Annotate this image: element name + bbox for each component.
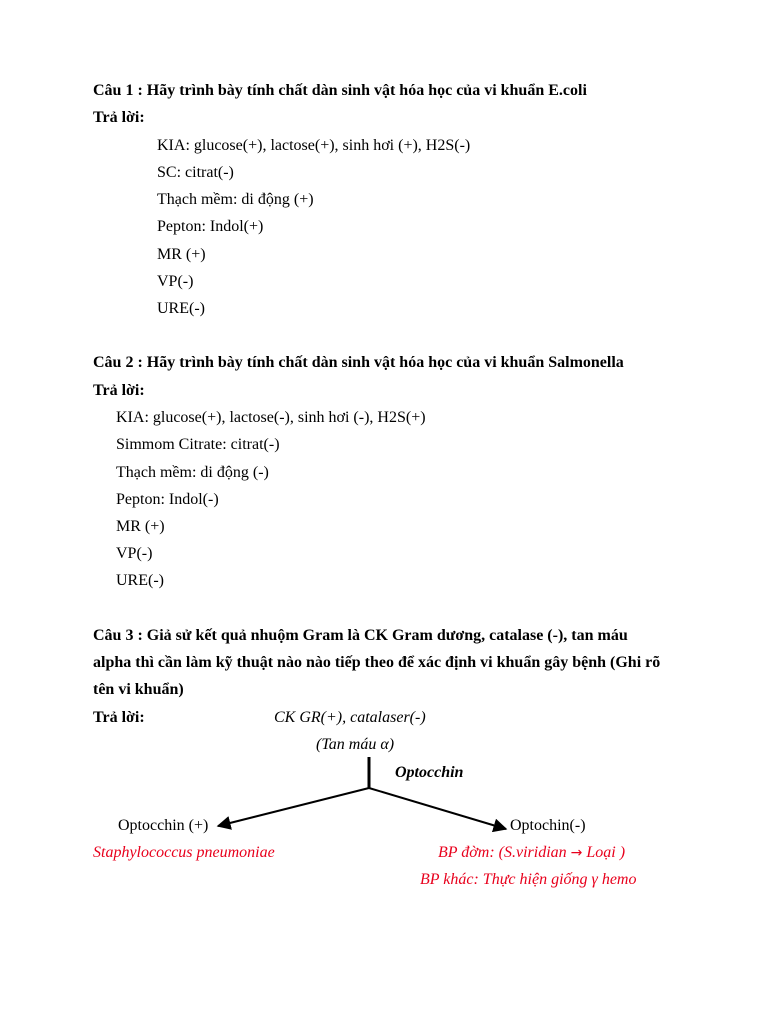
q3-question-line: tên vi khuẩn) [93, 681, 184, 698]
diagram-right-note2: BP khác: Thực hiện giống γ hemo [420, 871, 637, 888]
q3-question-line: alpha thì cần làm kỹ thuật nào nào tiếp theo để xác định vi khuẩn gây bệnh (Ghi rõ [93, 654, 661, 671]
q2-item: VP(-) [116, 545, 153, 562]
q2-question: Câu 2 : Hãy trình bày tính chất dàn sinh vật hóa học của vi khuẩn Salmonella [93, 354, 624, 371]
diagram-test-label: Optocchin [395, 764, 464, 781]
q3-answer-label: Trả lời: [93, 709, 145, 726]
q2-answer-label: Trả lời: [93, 382, 145, 399]
q1-item: SC: citrat(-) [157, 164, 234, 181]
q1-item: VP(-) [157, 273, 194, 290]
q3-question-line: Câu 3 : Giả sử kết quả nhuộm Gram là CK Gram dương, catalase (-), tan máu [93, 627, 628, 644]
q2-item: MR (+) [116, 518, 165, 535]
right-note1-suffix: Loại ) [582, 844, 626, 861]
q2-item: Thạch mềm: di động (-) [116, 464, 269, 481]
q2-item: KIA: glucose(+), lactose(-), sinh hơi (-), H2S(+) [116, 409, 426, 426]
q2-item: Pepton: Indol(-) [116, 491, 219, 508]
diagram-right-note1 [438, 843, 625, 863]
diagram-root-line1: CK GR(+), catalaser(-) [274, 709, 426, 726]
q1-item: Thạch mềm: di động (+) [157, 191, 314, 208]
q1-question: Câu 1 : Hãy trình bày tính chất dàn sinh vật hóa học của vi khuẩn E.coli [93, 82, 587, 99]
diagram-root-line2: (Tan máu α) [316, 736, 395, 753]
q2-item: Simmom Citrate: citrat(-) [116, 436, 280, 453]
diagram-left-result: Optocchin (+) [118, 817, 209, 834]
q1-item: KIA: glucose(+), lactose(+), sinh hơi (+), H2S(-) [157, 137, 471, 154]
q1-answer-label: Trả lời: [93, 109, 145, 126]
q1-item: MR (+) [157, 246, 206, 263]
arrow-right-icon: → [570, 845, 583, 861]
diagram-right-arrow [369, 788, 506, 829]
q2-item: URE(-) [116, 572, 164, 589]
diagram-left-organism: Staphylococcus pneumoniae [93, 844, 275, 861]
right-note1-prefix: BP đờm: (S.viridian [438, 844, 571, 861]
q1-item: URE(-) [157, 300, 205, 317]
diagram-left-arrow [218, 788, 369, 826]
diagram-right-result: Optochin(-) [510, 817, 586, 834]
q1-item: Pepton: Indol(+) [157, 218, 264, 235]
